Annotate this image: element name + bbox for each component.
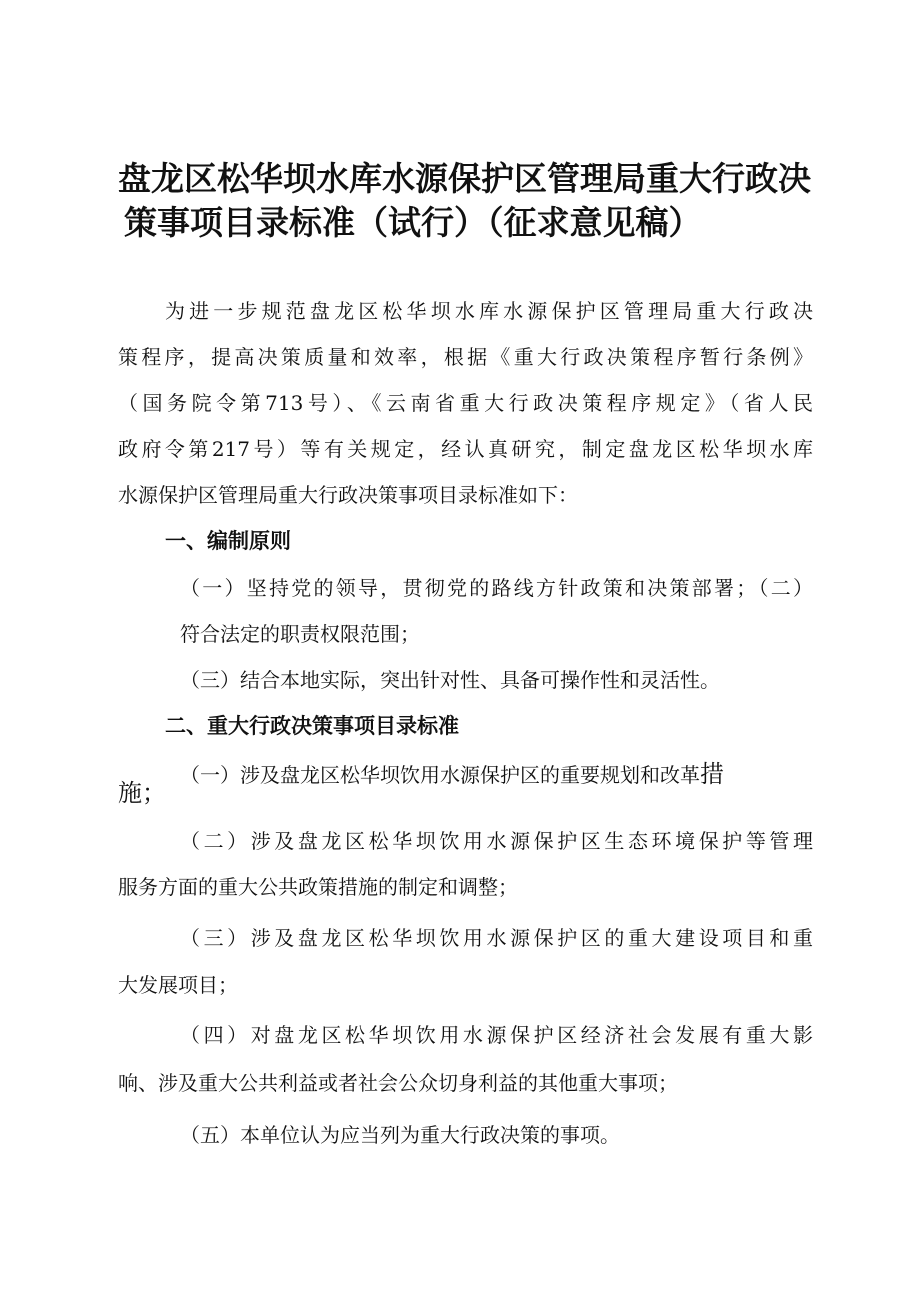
intro-line-2: 策程序，提高决策质量和效率，根据《重大行政决策程序暂行条例》 xyxy=(118,345,813,369)
item-1-char: 措 xyxy=(700,760,724,788)
item-4-line-2: 响、涉及重大公共利益或者社会公众切身利益的其他重大事项； xyxy=(118,1071,678,1095)
item-2-line-2: 服务方面的重大公共政策措施的制定和调整； xyxy=(118,875,518,899)
intro-line-3: （国务院令第713号）、《云南省重大行政决策程序规定》（省人民 xyxy=(118,391,813,415)
item-1-line-2: 施； xyxy=(118,779,166,807)
principle-1-line-1: （一）坚持党的领导，贯彻党的路线方针政策和决策部署；（二） xyxy=(180,576,813,600)
section-2-heading: 二、重大行政决策事项目录标准 xyxy=(165,714,459,738)
intro-line-4: 政府令第217号）等有关规定，经认真研究，制定盘龙区松华坝水库 xyxy=(118,437,813,461)
principle-1-line-2: 符合法定的职责权限范围； xyxy=(180,622,420,646)
section-1-heading: 一、编制原则 xyxy=(165,529,291,553)
intro-line-5: 水源保护区管理局重大行政决策事项目录标准如下： xyxy=(118,483,578,507)
item-3-line-2: 大发展项目； xyxy=(118,973,238,997)
document-title-line-1: 盘龙区松华坝水库水源保护区管理局重大行政决 xyxy=(118,159,811,198)
item-3-line-1: （三）涉及盘龙区松华坝饮用水源保护区的重大建设项目和重 xyxy=(180,926,813,950)
item-2-line-1: （二）涉及盘龙区松华坝饮用水源保护区生态环境保护等管理 xyxy=(180,829,813,853)
intro-line-1: 为进一步规范盘龙区松华坝水库水源保护区管理局重大行政决 xyxy=(165,299,813,323)
item-1-line-1 xyxy=(180,762,813,786)
item-4-line-1: （四）对盘龙区松华坝饮用水源保护区经济社会发展有重大影 xyxy=(180,1023,813,1047)
principle-2: （三）结合本地实际，突出针对性、具备可操作性和灵活性。 xyxy=(180,668,720,692)
item-5: （五）本单位认为应当列为重大行政决策的事项。 xyxy=(180,1123,620,1147)
document-title-line-2: 策事项目录标准（试行）（征求意见稿） xyxy=(124,203,702,242)
item-1-text: （一）涉及盘龙区松华坝饮用水源保护区的重要规划和改革 xyxy=(180,763,700,787)
